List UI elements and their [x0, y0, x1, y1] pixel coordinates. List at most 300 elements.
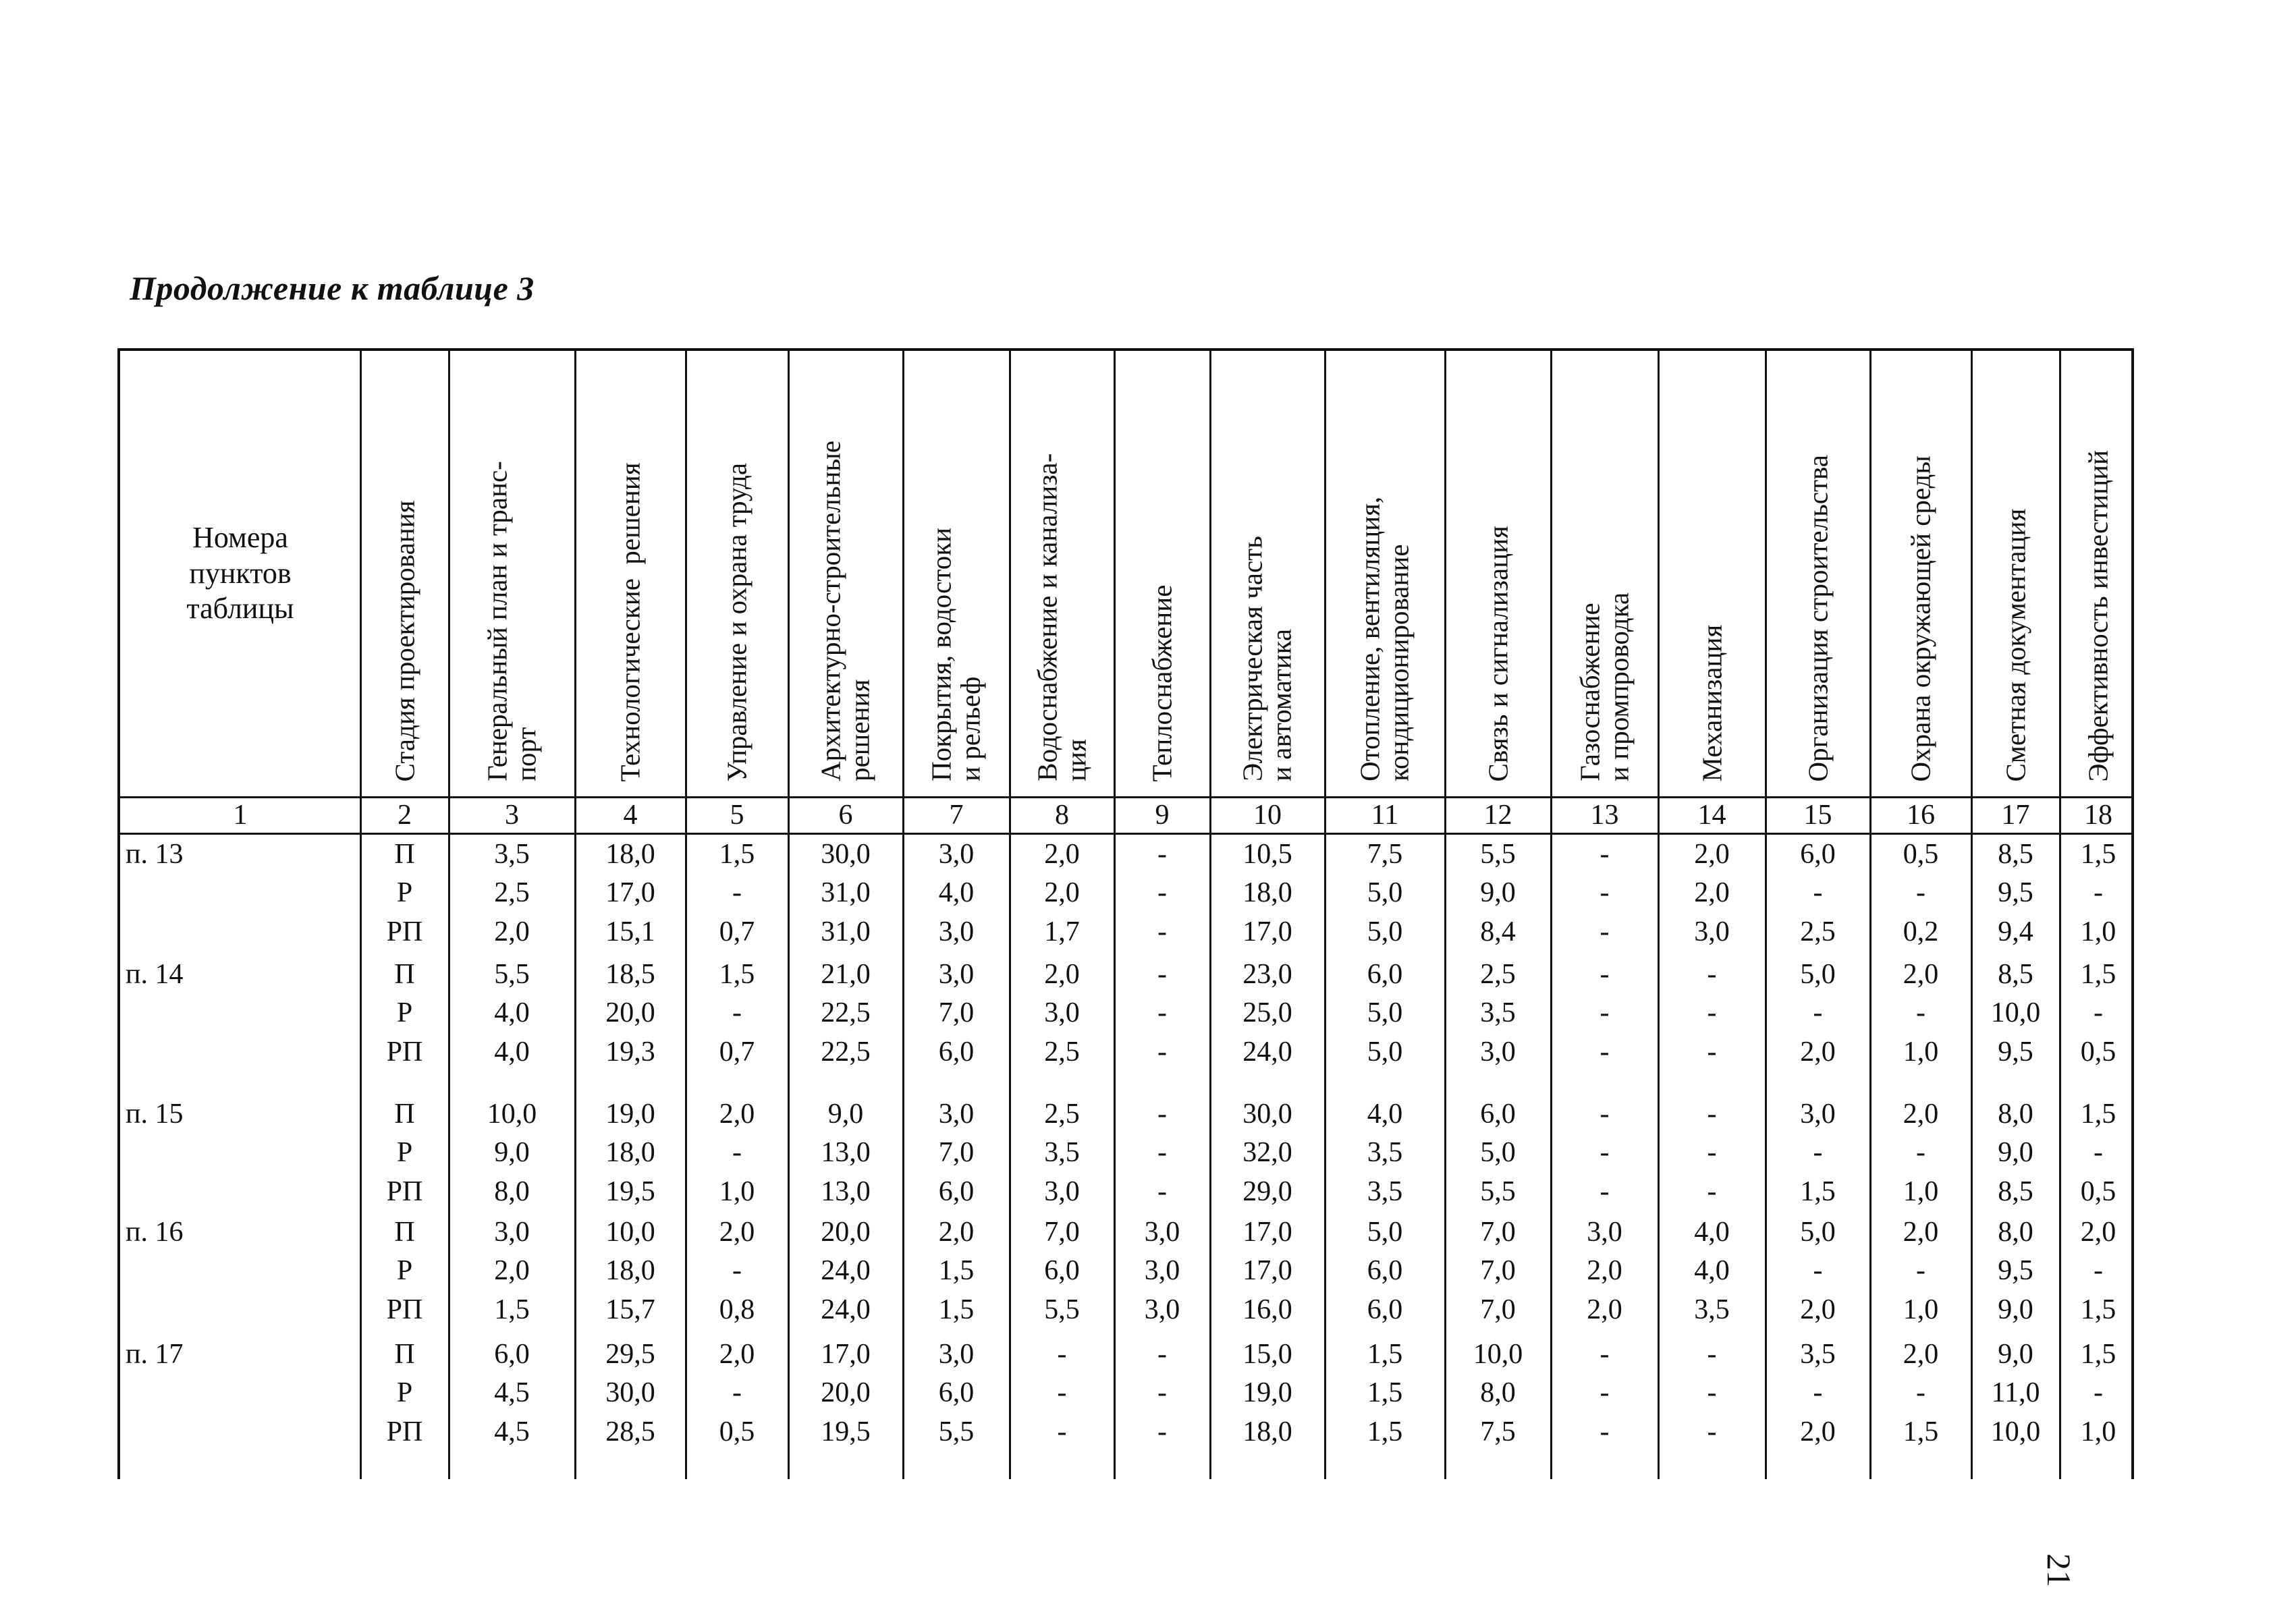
value-cell: - — [2094, 877, 2103, 908]
stage-cell: Р — [396, 997, 413, 1028]
value-cell: - — [1600, 838, 1610, 870]
column-header-7 — [903, 351, 1010, 796]
value-cell: - — [732, 877, 742, 908]
value-cell: 2,0 — [2080, 1216, 2116, 1248]
value-cell: 1,5 — [1800, 1175, 1836, 1207]
column-header-text: Механизация — [1695, 624, 1727, 781]
value-cell: 10,0 — [605, 1216, 655, 1248]
value-cell: 17,0 — [1242, 916, 1292, 947]
value-cell: 6,0 — [1480, 1098, 1516, 1130]
value-cell: - — [1916, 1255, 1925, 1286]
column-number: 16 — [1907, 800, 1935, 831]
value-cell: 3,0 — [1800, 1098, 1836, 1130]
value-cell: 2,0 — [1587, 1255, 1622, 1286]
value-cell: - — [1057, 1416, 1067, 1447]
value-cell: 8,0 — [494, 1175, 530, 1207]
column-header-3 — [449, 351, 575, 796]
value-cell: 5,0 — [1367, 997, 1403, 1028]
value-cell: 9,0 — [1998, 1338, 2033, 1370]
value-cell: 1,7 — [1044, 916, 1080, 947]
column-header-text: Газоснабжение и промпроводка — [1574, 592, 1635, 781]
value-cell: 2,0 — [1044, 838, 1080, 870]
value-cell: 18,0 — [1242, 877, 1292, 908]
value-cell: - — [1600, 997, 1610, 1028]
value-cell: - — [1157, 1137, 1167, 1168]
column-header-6 — [788, 351, 903, 796]
value-cell: 1,0 — [1903, 1036, 1939, 1068]
value-cell: 2,0 — [1800, 1416, 1836, 1447]
value-cell: 5,5 — [494, 958, 530, 990]
value-cell: 5,5 — [1480, 838, 1516, 870]
value-cell: 6,0 — [494, 1338, 530, 1370]
value-cell: 6,0 — [1367, 1255, 1403, 1286]
value-cell: 5,0 — [1800, 958, 1836, 990]
point-number-label: п. 17 — [126, 1338, 184, 1370]
value-cell: 3,0 — [1587, 1216, 1622, 1248]
value-cell: - — [732, 1137, 742, 1168]
stage-cell: Р — [396, 1255, 413, 1286]
column-header-13 — [1551, 351, 1658, 796]
value-cell: 3,0 — [1044, 997, 1080, 1028]
column-header-text: Связь и сигнализация — [1481, 525, 1513, 781]
column-number: 17 — [2001, 800, 2030, 831]
column-number: 1 — [233, 800, 248, 831]
value-cell: 4,0 — [494, 997, 530, 1028]
value-cell: 1,5 — [1903, 1416, 1939, 1447]
value-cell: 2,0 — [1587, 1294, 1622, 1325]
value-cell: 20,0 — [605, 997, 655, 1028]
value-cell: 19,3 — [605, 1036, 655, 1068]
column-header-5 — [686, 351, 788, 796]
value-cell: 20,0 — [821, 1216, 871, 1248]
value-cell: - — [1707, 1137, 1717, 1168]
value-cell: - — [1916, 997, 1925, 1028]
stage-cell: П — [394, 1216, 415, 1248]
value-cell: 9,4 — [1998, 916, 2033, 947]
value-cell: - — [1157, 1175, 1167, 1207]
value-cell: 0,8 — [719, 1294, 755, 1325]
value-cell: - — [1813, 1255, 1823, 1286]
value-cell: - — [732, 1255, 742, 1286]
value-cell: - — [2094, 1137, 2103, 1168]
value-cell: 3,5 — [1480, 997, 1516, 1028]
value-cell: 8,0 — [1998, 1216, 2033, 1248]
value-cell: 3,5 — [1367, 1137, 1403, 1168]
value-cell: 18,0 — [605, 1137, 655, 1168]
value-cell: 10,5 — [1242, 838, 1292, 870]
stage-cell: РП — [386, 1294, 423, 1325]
value-cell: - — [1600, 1377, 1610, 1408]
value-cell: 19,0 — [1242, 1377, 1292, 1408]
value-cell: - — [1600, 1137, 1610, 1168]
value-cell: 24,0 — [1242, 1036, 1292, 1068]
value-cell: - — [1813, 1377, 1823, 1408]
value-cell: 2,0 — [1044, 877, 1080, 908]
value-cell: 3,0 — [1144, 1255, 1180, 1286]
value-cell: 1,5 — [1367, 1338, 1403, 1370]
value-cell: 5,0 — [1367, 877, 1403, 908]
value-cell: 7,0 — [1480, 1294, 1516, 1325]
value-cell: 30,0 — [821, 838, 871, 870]
column-header-text: Электрическая часть и автоматика — [1236, 536, 1297, 781]
value-cell: 9,0 — [1998, 1294, 2033, 1325]
column-number: 3 — [505, 800, 519, 831]
value-cell: 3,5 — [494, 838, 530, 870]
value-cell: 25,0 — [1242, 997, 1292, 1028]
value-cell: 2,0 — [1903, 1338, 1939, 1370]
value-cell: 29,5 — [605, 1338, 655, 1370]
value-cell: 6,0 — [1367, 958, 1403, 990]
value-cell: 3,0 — [1480, 1036, 1516, 1068]
value-cell: 5,0 — [1480, 1137, 1516, 1168]
value-cell: 13,0 — [821, 1175, 871, 1207]
value-cell: - — [1707, 1098, 1717, 1130]
value-cell: 7,0 — [1480, 1255, 1516, 1286]
value-cell: 30,0 — [605, 1377, 655, 1408]
column-header-9 — [1114, 351, 1210, 796]
value-cell: 32,0 — [1242, 1137, 1292, 1168]
value-cell: 17,0 — [1242, 1216, 1292, 1248]
value-cell: 2,0 — [1800, 1036, 1836, 1068]
value-cell: 11,0 — [1991, 1377, 2040, 1408]
value-cell: - — [1600, 1175, 1610, 1207]
value-cell: 19,0 — [605, 1098, 655, 1130]
column-header-12 — [1445, 351, 1551, 796]
value-cell: - — [1600, 1338, 1610, 1370]
value-cell: 3,5 — [1044, 1137, 1080, 1168]
value-cell: 2,0 — [719, 1098, 755, 1130]
value-cell: 1,5 — [2080, 1338, 2116, 1370]
value-cell: 2,0 — [1800, 1294, 1836, 1325]
value-cell: 1,5 — [2080, 838, 2116, 870]
value-cell: 10,0 — [487, 1098, 537, 1130]
value-cell: 2,0 — [938, 1216, 975, 1248]
value-cell: 31,0 — [821, 877, 871, 908]
value-cell: 1,5 — [719, 958, 755, 990]
value-cell: 0,5 — [2080, 1036, 2116, 1068]
value-cell: 2,0 — [1903, 958, 1939, 990]
value-cell: 2,0 — [494, 1255, 530, 1286]
column-header-text: Архитектурно-строительные решения — [815, 440, 875, 781]
value-cell: - — [1707, 1377, 1717, 1408]
value-cell: - — [1916, 877, 1925, 908]
value-cell: 2,0 — [1903, 1098, 1939, 1130]
column-number: 5 — [730, 800, 744, 831]
value-cell: - — [1157, 958, 1167, 990]
value-cell: 3,0 — [938, 916, 975, 947]
value-cell: 8,4 — [1480, 916, 1516, 947]
value-cell: 6,0 — [1367, 1294, 1403, 1325]
value-cell: - — [1600, 916, 1610, 947]
column-number: 8 — [1055, 800, 1069, 831]
value-cell: 24,0 — [821, 1294, 871, 1325]
value-cell: 3,0 — [938, 1338, 975, 1370]
column-number: 6 — [838, 800, 853, 831]
value-cell: 7,0 — [938, 997, 975, 1028]
value-cell: 9,0 — [494, 1137, 530, 1168]
value-cell: 2,0 — [719, 1338, 755, 1370]
value-cell: 3,0 — [938, 958, 975, 990]
stage-cell: РП — [386, 1416, 423, 1447]
value-cell: 9,5 — [1998, 1036, 2033, 1068]
value-cell: 2,0 — [1903, 1216, 1939, 1248]
column-header-17 — [1971, 351, 2060, 796]
column-header-text: Эффективность инвестиций — [2082, 449, 2114, 781]
value-cell: 18,0 — [1242, 1416, 1292, 1447]
value-cell: 2,5 — [1800, 916, 1836, 947]
value-cell: 15,0 — [1242, 1338, 1292, 1370]
value-cell: 5,5 — [1044, 1294, 1080, 1325]
value-cell: - — [1157, 1036, 1167, 1068]
value-cell: 17,0 — [821, 1338, 871, 1370]
value-cell: 2,0 — [719, 1216, 755, 1248]
value-cell: - — [1157, 1338, 1167, 1370]
value-cell: 1,0 — [719, 1175, 755, 1207]
value-cell: 7,5 — [1367, 838, 1403, 870]
column-number: 7 — [949, 800, 964, 831]
column-header-text: Водоснабжение и канализа- ция — [1031, 453, 1092, 781]
value-cell: 13,0 — [821, 1137, 871, 1168]
value-cell: 3,0 — [1144, 1216, 1180, 1248]
column-number: 12 — [1483, 800, 1512, 831]
value-cell: - — [1157, 1416, 1167, 1447]
value-cell: 3,0 — [494, 1216, 530, 1248]
value-cell: 31,0 — [821, 916, 871, 947]
value-cell: 4,0 — [1694, 1255, 1730, 1286]
value-cell: - — [1813, 877, 1823, 908]
point-number-label: п. 16 — [126, 1216, 184, 1248]
value-cell: 7,0 — [1480, 1216, 1516, 1248]
value-cell: 4,0 — [938, 877, 975, 908]
value-cell: 8,5 — [1998, 1175, 2033, 1207]
column-header-14 — [1658, 351, 1766, 796]
value-cell: 23,0 — [1242, 958, 1292, 990]
column-header-2 — [360, 351, 449, 796]
value-cell: 4,0 — [1694, 1216, 1730, 1248]
value-cell: - — [1813, 997, 1823, 1028]
column-header-8 — [1010, 351, 1114, 796]
value-cell: 21,0 — [821, 958, 871, 990]
value-cell: 4,5 — [494, 1416, 530, 1447]
column-header-11 — [1325, 351, 1445, 796]
point-number-label: п. 13 — [126, 838, 184, 870]
value-cell: 0,7 — [719, 1036, 755, 1068]
value-cell: 19,5 — [821, 1416, 871, 1447]
value-cell: - — [732, 997, 742, 1028]
column-header-text: Технологические решения — [614, 462, 646, 781]
column-header-4 — [575, 351, 686, 796]
value-cell: 1,0 — [1903, 1175, 1939, 1207]
value-cell: 6,0 — [1800, 838, 1836, 870]
value-cell: 4,0 — [1367, 1098, 1403, 1130]
value-cell: - — [1157, 916, 1167, 947]
value-cell: 3,5 — [1800, 1338, 1836, 1370]
table-continuation-heading: Продолжение к таблице 3 — [130, 269, 535, 307]
design-stages-table — [117, 348, 2134, 1479]
value-cell: - — [1157, 1377, 1167, 1408]
column-header-18 — [2060, 351, 2137, 796]
value-cell: 20,0 — [821, 1377, 871, 1408]
stage-cell: П — [394, 1098, 415, 1130]
value-cell: 9,0 — [827, 1098, 864, 1130]
value-cell: - — [1057, 1377, 1067, 1408]
point-number-label: п. 14 — [126, 958, 184, 990]
value-cell: - — [1157, 877, 1167, 908]
value-cell: 9,0 — [1480, 877, 1516, 908]
value-cell: 2,0 — [1694, 838, 1730, 870]
value-cell: 19,5 — [605, 1175, 655, 1207]
value-cell: 1,5 — [2080, 1098, 2116, 1130]
stage-cell: П — [394, 958, 415, 990]
value-cell: - — [1057, 1338, 1067, 1370]
value-cell: 8,0 — [1480, 1377, 1516, 1408]
column-header-text: Охрана окружающей среды — [1905, 455, 1936, 781]
value-cell: 1,0 — [2080, 916, 2116, 947]
value-cell: - — [1157, 1098, 1167, 1130]
value-cell: - — [2094, 997, 2103, 1028]
value-cell: 1,5 — [719, 838, 755, 870]
value-cell: 7,0 — [1044, 1216, 1080, 1248]
value-cell: 10,0 — [1990, 997, 2041, 1028]
value-cell: 6,0 — [938, 1036, 975, 1068]
value-cell: - — [2094, 1255, 2103, 1286]
column-header-15 — [1766, 351, 1870, 796]
point-number-label: п. 15 — [126, 1098, 184, 1130]
value-cell: 15,7 — [605, 1294, 655, 1325]
value-cell: 2,5 — [1044, 1098, 1080, 1130]
value-cell: 15,1 — [605, 916, 655, 947]
value-cell: - — [1707, 1416, 1717, 1447]
column-number: 2 — [398, 800, 412, 831]
value-cell: 8,5 — [1998, 838, 2033, 870]
value-cell: 0,2 — [1903, 916, 1939, 947]
value-cell: 1,5 — [938, 1294, 975, 1325]
value-cell: 8,0 — [1998, 1098, 2033, 1130]
column-header-text: Теплоснабжение — [1146, 584, 1178, 781]
value-cell: 9,5 — [1998, 877, 2033, 908]
value-cell: 17,0 — [1242, 1255, 1292, 1286]
column-header-16 — [1870, 351, 1971, 796]
stage-cell: П — [394, 1338, 415, 1370]
value-cell: 6,0 — [938, 1175, 975, 1207]
value-cell: - — [1707, 1175, 1717, 1207]
value-cell: 1,5 — [2080, 1294, 2116, 1325]
value-cell: 2,0 — [1044, 958, 1080, 990]
value-cell: 10,0 — [1990, 1416, 2041, 1447]
value-cell: 0,5 — [719, 1416, 755, 1447]
value-cell: 28,5 — [605, 1416, 655, 1447]
value-cell: - — [1600, 1416, 1610, 1447]
value-cell: 9,0 — [1998, 1137, 2033, 1168]
value-cell: - — [1813, 1137, 1823, 1168]
value-cell: - — [732, 1377, 742, 1408]
value-cell: 10,0 — [1473, 1338, 1523, 1370]
value-cell: 1,5 — [2080, 958, 2116, 990]
value-cell: - — [1707, 997, 1717, 1028]
value-cell: - — [2094, 1377, 2103, 1408]
value-cell: - — [1916, 1137, 1925, 1168]
column-header-text: Организация строительства — [1801, 454, 1833, 781]
value-cell: 2,5 — [1044, 1036, 1080, 1068]
value-cell: 18,5 — [605, 958, 655, 990]
column-header-text: Управление и охрана труда — [721, 462, 753, 781]
value-cell: 6,0 — [938, 1377, 975, 1408]
value-cell: - — [1707, 958, 1717, 990]
column-number: 18 — [2084, 800, 2112, 831]
column-number: 11 — [1371, 800, 1399, 831]
value-cell: 7,5 — [1480, 1416, 1516, 1447]
value-cell: - — [1916, 1377, 1925, 1408]
value-cell: - — [1600, 1098, 1610, 1130]
value-cell: 24,0 — [821, 1255, 871, 1286]
column-header-10 — [1210, 351, 1325, 796]
stage-cell: Р — [396, 877, 413, 908]
stage-cell: Р — [396, 1377, 413, 1408]
value-cell: 5,0 — [1367, 1036, 1403, 1068]
value-cell: 2,0 — [494, 916, 530, 947]
value-cell: 7,0 — [938, 1137, 975, 1168]
value-cell: 4,5 — [494, 1377, 530, 1408]
value-cell: 5,5 — [1480, 1175, 1516, 1207]
column-number: 14 — [1697, 800, 1726, 831]
value-cell: 1,5 — [1367, 1416, 1403, 1447]
value-cell: - — [1157, 838, 1167, 870]
column-number: 10 — [1253, 800, 1282, 831]
stage-cell: РП — [386, 916, 423, 947]
column-header-text: Отопление, вентиляция, кондиционирование — [1354, 496, 1415, 781]
value-cell: 1,0 — [1903, 1294, 1939, 1325]
column-number: 4 — [623, 800, 638, 831]
value-cell: 3,0 — [1694, 916, 1730, 947]
value-cell: 22,5 — [821, 997, 871, 1028]
value-cell: - — [1600, 1036, 1610, 1068]
value-cell: 5,5 — [938, 1416, 975, 1447]
value-cell: 2,0 — [1694, 877, 1730, 908]
value-cell: 6,0 — [1044, 1255, 1080, 1286]
value-cell: 3,0 — [938, 838, 975, 870]
value-cell: 17,0 — [605, 877, 655, 908]
column-header-1: Номера пунктов таблицы — [186, 520, 294, 626]
value-cell: - — [1600, 877, 1610, 908]
value-cell: 18,0 — [605, 838, 655, 870]
value-cell: 5,0 — [1800, 1216, 1836, 1248]
value-cell: 3,5 — [1367, 1175, 1403, 1207]
value-cell: 0,5 — [1903, 838, 1939, 870]
value-cell: 0,5 — [2080, 1175, 2116, 1207]
stage-cell: Р — [396, 1137, 413, 1168]
column-number: 13 — [1590, 800, 1619, 831]
value-cell: 1,5 — [494, 1294, 530, 1325]
value-cell: 2,5 — [1480, 958, 1516, 990]
stage-cell: П — [394, 838, 415, 870]
value-cell: - — [1157, 997, 1167, 1028]
value-cell: 29,0 — [1242, 1175, 1292, 1207]
column-header-text: Покрытия, водостоки и рельеф — [925, 527, 986, 781]
value-cell: 2,5 — [494, 877, 530, 908]
value-cell: - — [1707, 1036, 1717, 1068]
column-number: 15 — [1803, 800, 1832, 831]
column-header-text: Стадия проектирования — [388, 500, 420, 781]
column-header-text: Генеральный план и транс- порт — [481, 461, 542, 781]
stage-cell: РП — [386, 1175, 423, 1207]
value-cell: 3,0 — [938, 1098, 975, 1130]
value-cell: 9,5 — [1998, 1255, 2033, 1286]
value-cell: 22,5 — [821, 1036, 871, 1068]
stage-cell: РП — [386, 1036, 423, 1068]
page-number: 21 — [2040, 1553, 2078, 1587]
value-cell: 3,5 — [1694, 1294, 1730, 1325]
value-cell: 1,0 — [2080, 1416, 2116, 1447]
